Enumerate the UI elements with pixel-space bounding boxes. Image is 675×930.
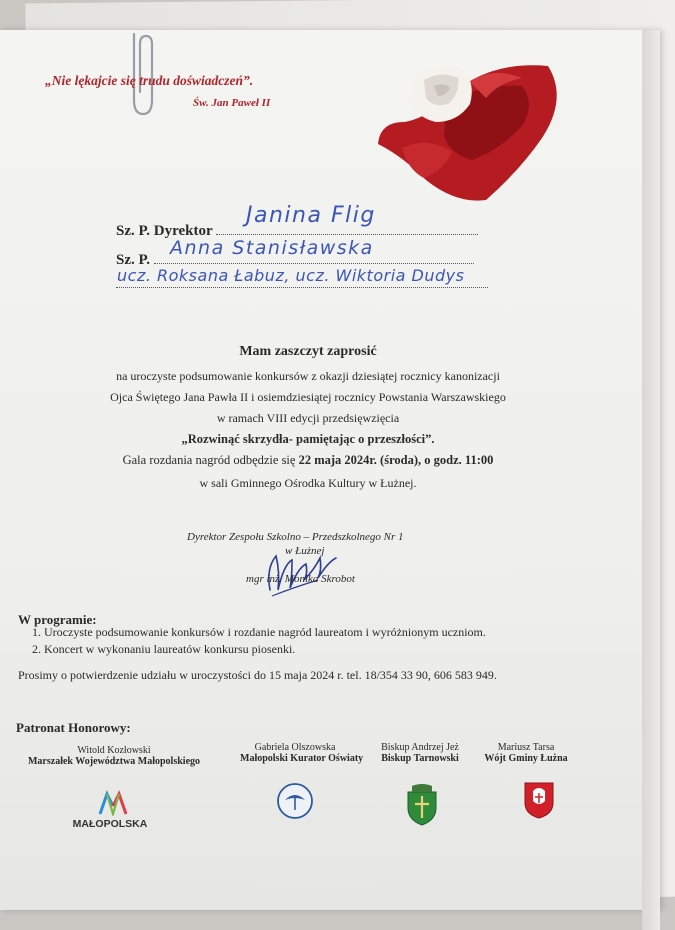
handwritten-students: ucz. Roksana Łabuz, ucz. Wiktoria Dudys bbox=[117, 266, 465, 285]
invitation-line-1: na uroczyste podsumowanie konkursów z okazji dziesiątej rocznicy kanonizacji bbox=[116, 369, 500, 383]
program-item-1: 1. Uroczyste podsumowanie konkursów i rozdanie nagród laureatom i wyróżnionym uczniom. bbox=[32, 625, 486, 639]
signature-place: w Łużnej bbox=[285, 545, 325, 557]
venue-line: w sali Gminnego Ośrodka Kultury w Łużnej. bbox=[199, 476, 417, 490]
patron-title: Małopolski Kurator Oświaty bbox=[240, 753, 364, 764]
patron-name: Mariusz Tarsa bbox=[497, 742, 555, 753]
paper-edge bbox=[642, 30, 660, 930]
invitation-line-3: w ramach VIII edycji przedsięwzięcia bbox=[216, 411, 400, 425]
addressee-label-1: Sz. P. Dyrektor bbox=[116, 223, 213, 239]
patron-bishop bbox=[374, 742, 466, 764]
signature-name: mgr inż. Monika Skrobot bbox=[246, 573, 355, 585]
rsvp-text: Prosimy o potwierdzenie udziału w uroczystości do 15 maja 2024 r. tel. 18/354 33 90, 606 583 949. bbox=[18, 668, 497, 682]
patron-curator bbox=[240, 742, 364, 764]
signature-title: Dyrektor Zespołu Szkolno – Przedszkolnego Nr 1 bbox=[187, 531, 404, 543]
malopolska-logo-icon bbox=[98, 790, 128, 816]
malopolska-logo-text: MAŁOPOLSKA bbox=[72, 818, 148, 830]
luzna-coat-of-arms-icon bbox=[523, 781, 555, 819]
project-title: „Rozwinąć skrzydła- pamiętając o przeszłości”. bbox=[181, 432, 435, 446]
patron-mayor bbox=[476, 742, 576, 764]
handwritten-teacher: Anna Stanisławska bbox=[170, 237, 374, 259]
gala-date-prefix: Gala rozdania nagród odbędzie się bbox=[122, 453, 299, 467]
patronage-heading: Patronat Honorowy: bbox=[16, 720, 131, 735]
invitation-line-2: Ojca Świętego Jana Pawła II i osiemdziesiątej rocznicy Powstania Warszawskiego bbox=[110, 390, 506, 404]
gala-date-line bbox=[0, 453, 616, 468]
patron-marshal bbox=[14, 745, 214, 767]
dotted-line-3 bbox=[116, 287, 488, 288]
rose-icon bbox=[372, 52, 564, 204]
patron-title: Marszałek Województwa Małopolskiego bbox=[27, 756, 201, 767]
program-item-2: 2. Koncert w wykonaniu laureatów konkursu piosenki. bbox=[32, 642, 296, 656]
program-heading: W programie: bbox=[18, 612, 97, 627]
quote: „Nie lękajcie się trudu doświadczeń”. bbox=[45, 73, 254, 88]
patron-title: Wójt Gminy Łużna bbox=[484, 753, 568, 764]
gala-date: 22 maja 2024r. (środa), o godz. 11:00 bbox=[298, 453, 494, 467]
patron-name: Biskup Andrzej Jeż bbox=[381, 742, 459, 753]
kuratorium-logo-icon bbox=[276, 782, 314, 820]
diocese-coat-of-arms-icon bbox=[404, 784, 440, 826]
invitation-heading: Mam zaszczyt zaprosić bbox=[239, 344, 377, 359]
quote-author: Św. Jan Paweł II bbox=[193, 97, 271, 109]
patron-name: Witold Kozłowski bbox=[77, 745, 151, 756]
addressee-label-2: Sz. P. bbox=[116, 252, 151, 268]
patron-name: Gabriela Olszowska bbox=[254, 742, 336, 753]
patron-title: Biskup Tarnowski bbox=[381, 753, 459, 764]
handwritten-director: Janina Flig bbox=[246, 203, 376, 228]
